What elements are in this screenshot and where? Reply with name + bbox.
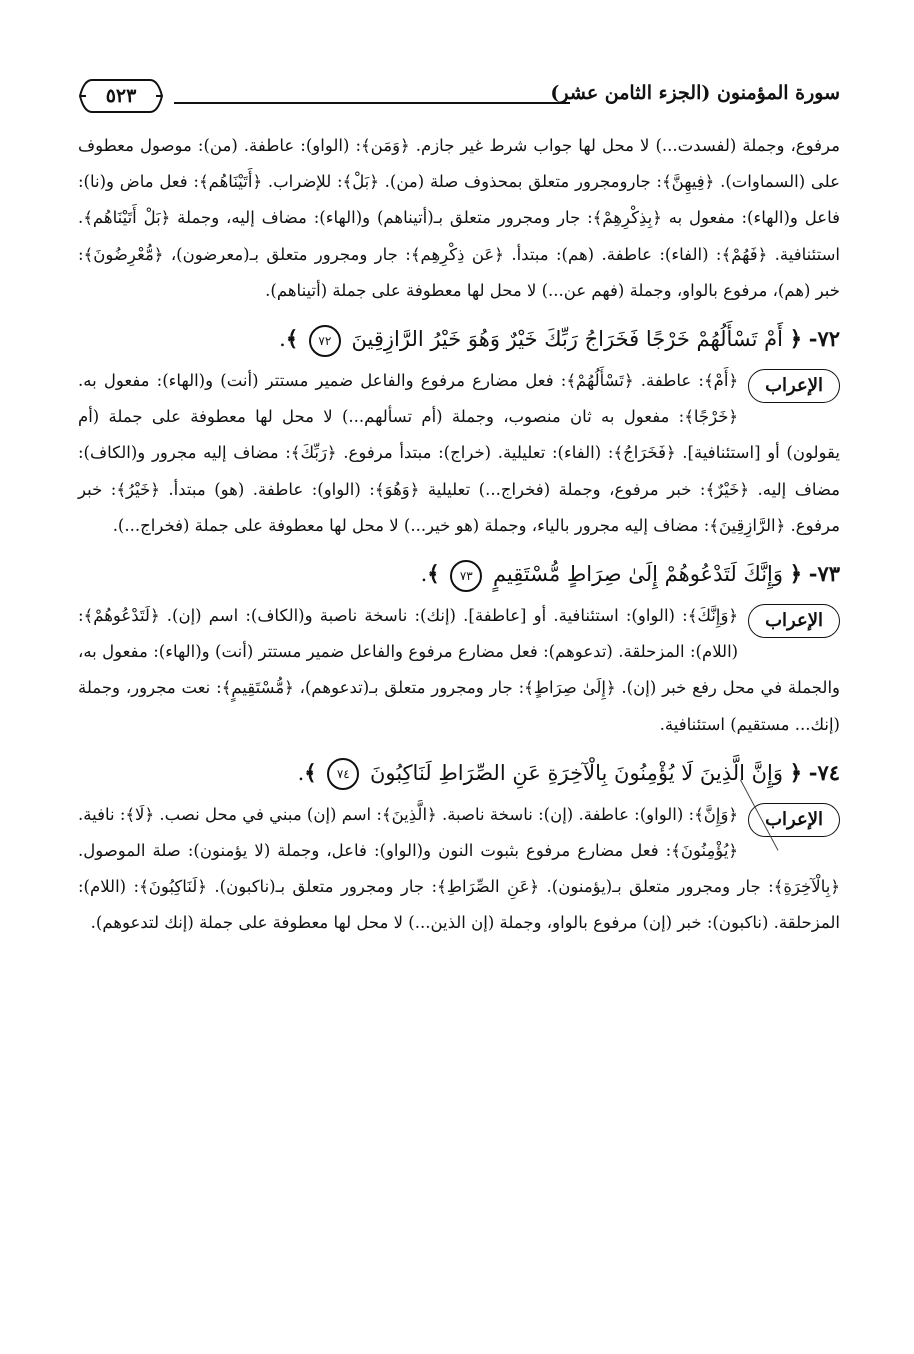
irab-block-74 xyxy=(78,797,840,942)
close-brace-ornament: ﴾ xyxy=(304,759,317,785)
irab-paragraph: ﴿وَإِنَّ﴾: (الواو): عاطفة. (إن): ناسخة ناصبة. ﴿الَّذِينَ﴾: اسم (إن) مبني في محل نصب. ﴿لَا﴾: نافية. ﴿يُؤْمِنُونَ﴾: فعل مضارع مرفوع بثبوت النون و(الواو): فاعل، وجملة (لا يؤمنون): صلة الموصول. ﴿بِالْآخِرَةِ﴾: جار ومجرور متعلق بـ(يؤمنون). ﴿عَنِ الصِّرَاطِ﴾: جار ومجرور متعلق بـ(ناكبون). ﴿لَنَاكِبُونَ﴾: (اللام): المزحلقة. (ناكبون): خبر (إن) مرفوع بالواو، وجملة (إن الذين...) لا محل لها معطوفة على جملة (إنك لتدعوهم). xyxy=(78,804,840,933)
close-brace-ornament: ﴾ xyxy=(285,326,299,352)
open-brace-ornament: ﴿ xyxy=(789,561,803,587)
verse-73: ٧٣- ﴿ وَإِنَّكَ لَتَدْعُوهُمْ إِلَىٰ صِرَاطٍ مُّسْتَقِيمٍ ٧٣ ﴾. xyxy=(78,554,840,594)
verse-72: ٧٢- ﴿ أَمْ تَسْأَلُهُمْ خَرْجًا فَخَرَاجُ رَبِّكَ خَيْرٌ وَهُوَ خَيْرُ الرَّازِقِينَ ٧٢ ﴾. xyxy=(78,319,840,359)
header-divider xyxy=(174,102,570,104)
page xyxy=(78,76,840,942)
open-brace-ornament: ﴿ xyxy=(789,326,803,352)
irab-block-72 xyxy=(78,363,840,544)
verse-74: ٧٤- ﴿ وَإِنَّ الَّذِينَ لَا يُؤْمِنُونَ بِالْآخِرَةِ عَنِ الصِّرَاطِ لَنَاكِبُونَ ٧٤ ﴾. xyxy=(78,753,840,793)
irab-label-badge: الإعراب xyxy=(748,803,840,837)
verse-text: وَإِنَّكَ لَتَدْعُوهُمْ إِلَىٰ صِرَاطٍ مُّسْتَقِيمٍ xyxy=(492,562,784,587)
page-header-title: سورة المؤمنون (الجزء الثامن عشر) xyxy=(550,82,840,104)
irab-paragraph: ﴿وَإِنَّكَ﴾: (الواو): استئنافية. أو [عاطفة]. (إنك): ناسخة ناصبة و(الكاف): اسم (إن). ﴿لَتَدْعُوهُمْ﴾: (اللام): المزحلقة. (تدعوهم): فعل مضارع مرفوع والفاعل ضمير مستتر (أنت) و(الهاء): مفعول به، والجملة في محل رفع خبر (إن). ﴿إِلَىٰ صِرَاطٍ﴾: جار ومجرور متعلق بـ(تدعوهم)، ﴿مُّسْتَقِيمٍ﴾: نعت مجرور، وجملة (إنك... مستقيم) استئنافية. xyxy=(78,606,840,734)
irab-label-badge: الإعراب xyxy=(748,604,840,638)
intro-paragraph: مرفوع، وجملة (لفسدت...) لا محل لها جواب شرط غير جازم. ﴿وَمَن﴾: (الواو): عاطفة. (من): موصول معطوف على (السماوات). ﴿فِيهِنَّ﴾: جارومجرور متعلق بمحذوف صلة (من). ﴿بَلْ﴾: للإضراب. ﴿أَتَيْنَاهُم﴾: فعل ماض و(نا): فاعل و(الهاء): مفعول به ﴿بِذِكْرِهِمْ﴾: جار ومجرور متعلق بـ(أتيناهم) و(الهاء): مضاف إليه، وجملة ﴿بَلْ أَتَيْنَاهُم﴾. استئنافية. ﴿فَهُمْ﴾: (الفاء): عاطفة. (هم): مبتدأ. ﴿عَن ذِكْرِهِم﴾: جار ومجرور متعلق بـ(معرضون)، ﴿مُّعْرِضُونَ﴾: خبر (هم)، مرفوع بالواو، وجملة (فهم عن...) لا محل لها معطوفة على جملة (أتيناهم). xyxy=(78,136,840,300)
verse-number: ٧٣- xyxy=(808,561,840,587)
open-brace-ornament: ﴿ xyxy=(789,759,803,785)
irab-paragraph: ﴿أَمْ﴾: عاطفة. ﴿تَسْأَلُهُمْ﴾: فعل مضارع مرفوع والفاعل ضمير مستتر (أنت) و(الهاء): مفعول به. ﴿خَرْجًا﴾: مفعول به ثان منصوب، وجملة (أم تسألهم...) لا محل لها معطوفة على جملة (أم يقولون) أو [استئنافية]. ﴿فَخَرَاجُ﴾: (الفاء): تعليلية. (خراج): مبتدأ مرفوع. ﴿رَبِّكَ﴾: مضاف إليه مجرور و(الكاف): مضاف إليه. ﴿خَيْرٌ﴾: خبر مرفوع، وجملة (فخراج...) تعليلية ﴿وَهُوَ﴾: (الواو): عاطفة. (هو) مبتدأ. ﴿خَيْرُ﴾: خبر مرفوع. ﴿الرَّازِقِينَ﴾: مضاف إليه مجرور بالياء، وجملة (هو خير...) لا محل لها معطوفة على جملة (فخراج...). xyxy=(78,371,840,535)
close-brace-ornament: ﴾ xyxy=(427,561,440,587)
ayah-marker-icon: ٧٢ xyxy=(309,325,341,357)
verse-text: أَمْ تَسْأَلُهُمْ خَرْجًا فَخَرَاجُ رَبِّكَ خَيْرٌ وَهُوَ خَيْرُ الرَّازِقِينَ xyxy=(351,327,784,352)
irab-label-badge: الإعراب xyxy=(748,369,840,403)
page-number: ٥٢٣ xyxy=(105,85,137,107)
page-number-frame xyxy=(78,76,164,116)
irab-block-73 xyxy=(78,598,840,743)
page-header xyxy=(78,76,840,124)
verse-number: ٧٢- xyxy=(808,326,840,352)
ayah-marker-icon: ٧٤ xyxy=(327,758,359,790)
verse-text: وَإِنَّ الَّذِينَ لَا يُؤْمِنُونَ بِالْآخِرَةِ عَنِ الصِّرَاطِ لَنَاكِبُونَ xyxy=(369,760,784,785)
ayah-marker-icon: ٧٣ xyxy=(450,560,482,592)
verse-number: ٧٤- xyxy=(808,759,840,785)
